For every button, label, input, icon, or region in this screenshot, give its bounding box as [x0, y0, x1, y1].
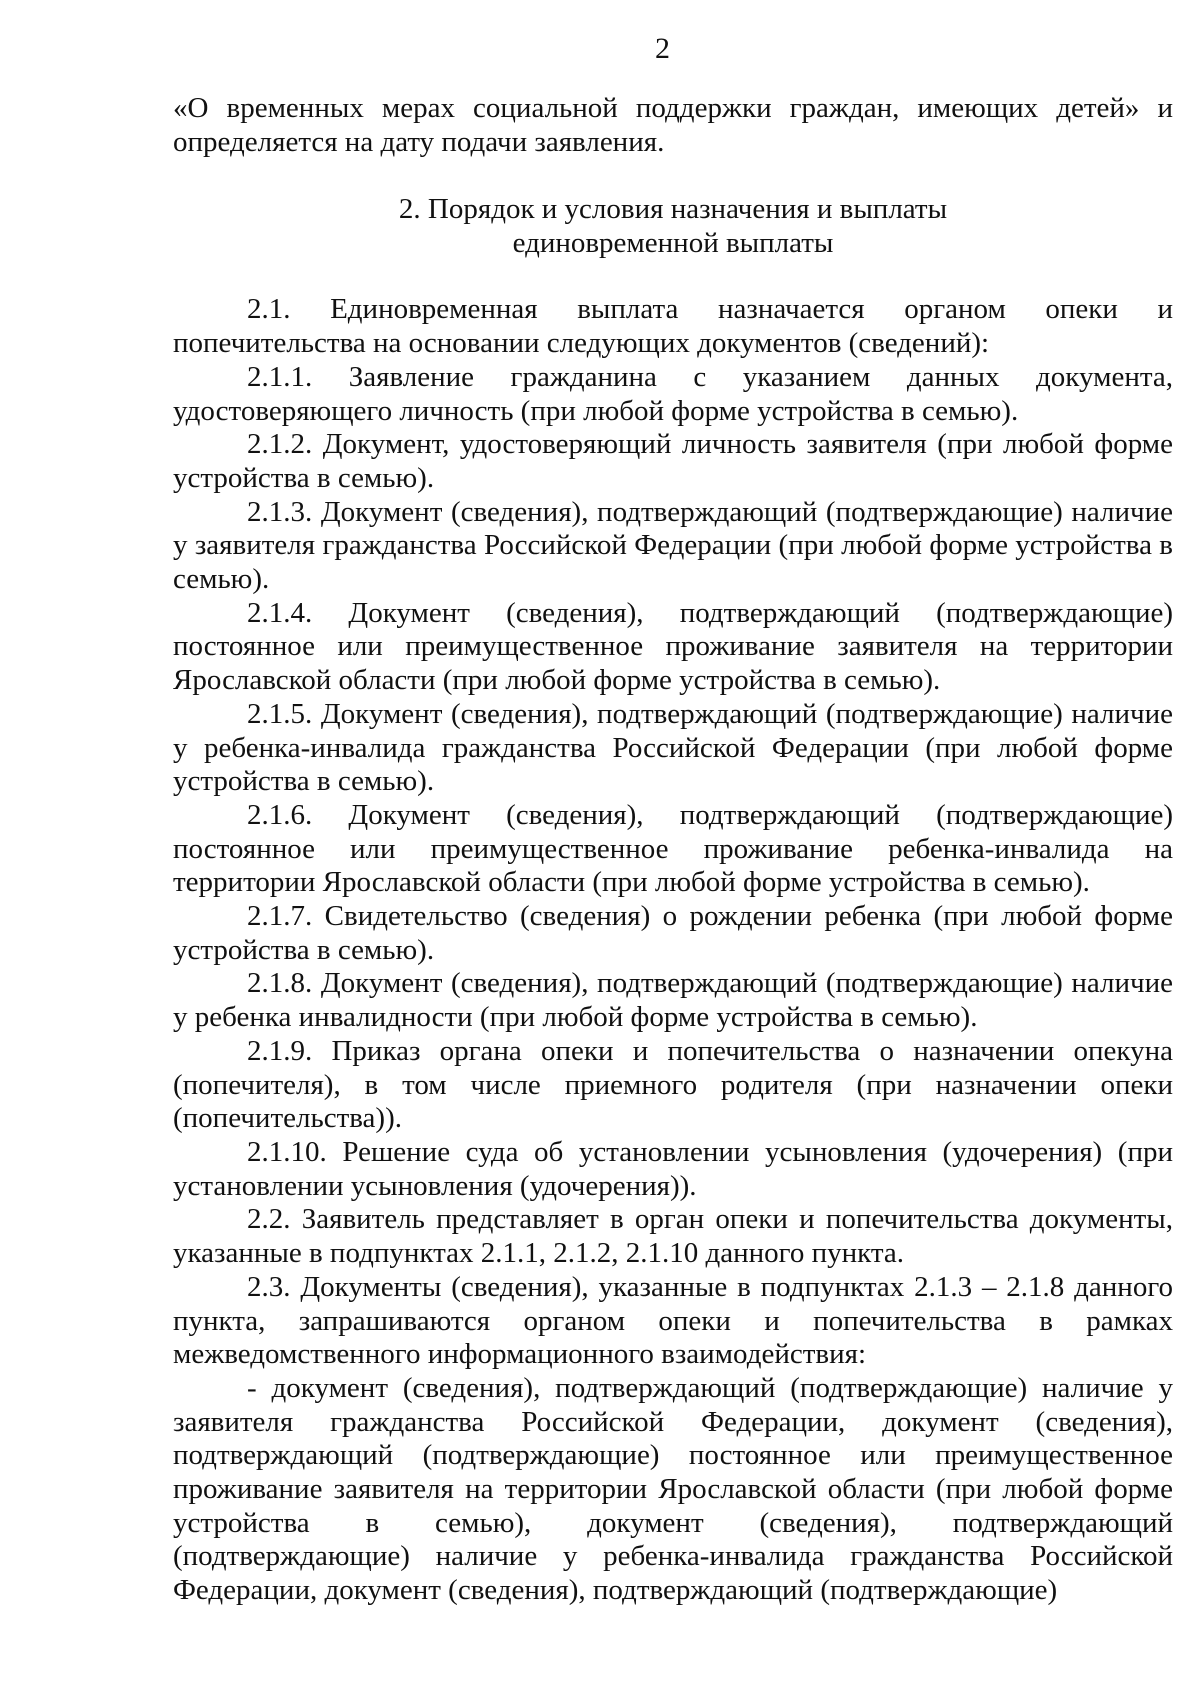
page-number: 2	[655, 32, 670, 65]
clause-2-1-2: 2.1.2. Документ, удостоверяющий личность заявителя (при любой форме устройства в семью).	[173, 428, 1173, 494]
section-heading	[173, 192, 1173, 260]
clause-2-1: 2.1. Единовременная выплата назначается органом опеки и попечительства на основании следующих документов (сведений):	[173, 293, 1173, 360]
clause-2-1-1: 2.1.1. Заявление гражданина с указанием данных документа, удостоверяющего личность (при любой форме устройства в семью).	[173, 360, 1173, 427]
spacer	[173, 260, 1173, 293]
clause-2-1-7: 2.1.7. Свидетельство (сведения) о рождении ребенка (при любой форме устройства в семью).	[173, 900, 1173, 966]
clause-2-1-5: 2.1.5. Документ (сведения), подтверждающий (подтверждающие) наличие у ребенка-инвалида гражданства Российской Федерации (при любой форме устройства в семью).	[173, 697, 1173, 798]
intro-paragraph: «О временных мерах социальной поддержки граждан, имеющих детей» и определяется на дату подачи заявления.	[173, 92, 1173, 158]
clause-2-1-4: 2.1.4. Документ (сведения), подтверждающий (подтверждающие) постоянное или преимущественное проживание заявителя на территории Ярославской области (при любой форме устройства в семью).	[173, 596, 1173, 697]
clause-2-1-6: 2.1.6. Документ (сведения), подтверждающий (подтверждающие) постоянное или преимущественное проживание ребенка-инвалида на территории Ярославской области (при любой форме устройства в семью).	[173, 798, 1173, 899]
clause-2-1-9: 2.1.9. Приказ органа опеки и попечительства о назначении опекуна (попечителя), в том числе приемного родителя (при назначении опеки (попечительства)).	[173, 1034, 1173, 1135]
clause-2-3: 2.3. Документы (сведения), указанные в подпунктах 2.1.3 – 2.1.8 данного пункта, запрашиваются органом опеки и попечительства в рамках межведомственного информационного взаимодействия:	[173, 1270, 1173, 1371]
document-body	[173, 92, 1173, 1608]
clause-2-1-10: 2.1.10. Решение суда об установлении усыновления (удочерения) (при установлении усыновления (удочерения)).	[173, 1135, 1173, 1202]
clause-2-1-8: 2.1.8. Документ (сведения), подтверждающий (подтверждающие) наличие у ребенка инвалидности (при любой форме устройства в семью).	[173, 967, 1173, 1034]
clause-2-3-list-item: - документ (сведения), подтверждающий (подтверждающие) наличие у заявителя гражданства Российской Федерации, документ (сведения), подтверждающий (подтверждающие) постоянное или преимущественное проживание заявителя на территории Ярославской области (при любой форме устройства в семью), документ (сведения), подтверждающий (подтверждающие) наличие у ребенка-инвалида гражданства Российской Федерации, документ (сведения), подтверждающий (подтверждающие)	[173, 1371, 1173, 1607]
clause-2-2: 2.2. Заявитель представляет в орган опеки и попечительства документы, указанные в подпунктах 2.1.1, 2.1.2, 2.1.10 данного пункта.	[173, 1203, 1173, 1270]
clause-2-1-3: 2.1.3. Документ (сведения), подтверждающий (подтверждающие) наличие у заявителя гражданства Российской Федерации (при любой форме устройства в семью).	[173, 495, 1173, 596]
section-heading-line2: единовременной выплаты	[512, 227, 834, 260]
section-heading-line1: 2. Порядок и условия назначения и выплаты	[398, 193, 948, 226]
spacer	[173, 159, 1173, 192]
